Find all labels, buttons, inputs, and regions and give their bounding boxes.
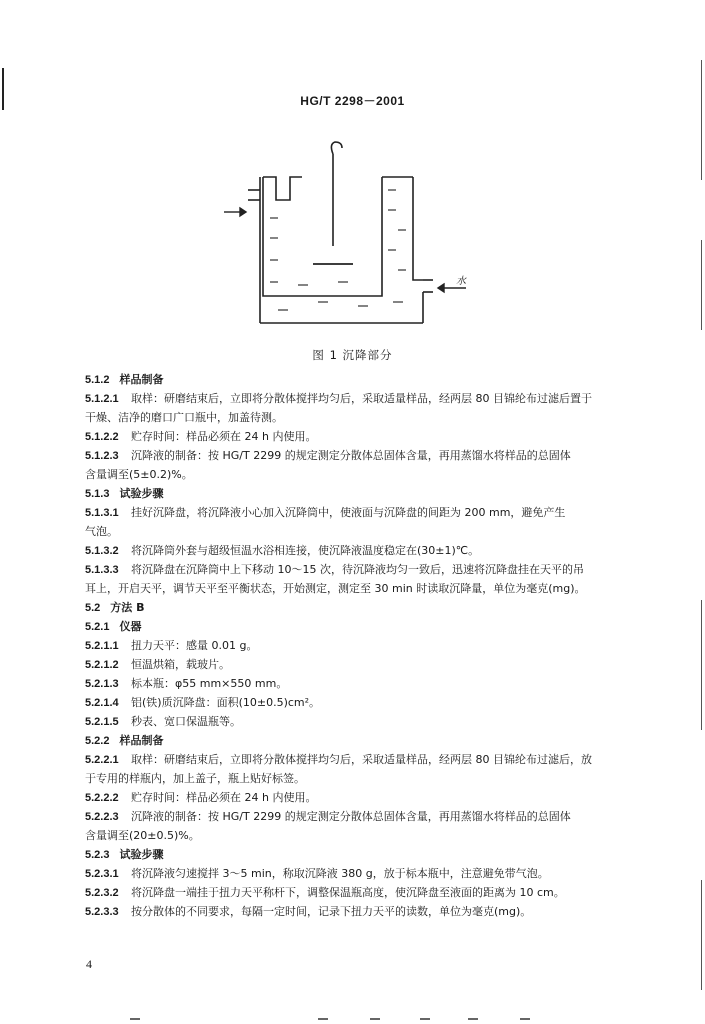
clause-text: 取样：研磨结束后，立即将分散体搅拌均匀后，采取适量样品，经两层 80 目锦纶布过滤后，放 [131,753,592,766]
clause-text: 含量调至(20±0.5)%。 [85,829,200,842]
paragraph-line [85,389,645,408]
inner-vessel [263,177,382,296]
heading-title: 样品制备 [119,373,164,386]
hook-rod [331,142,342,246]
scan-artifact [318,1018,328,1020]
clause-text: 恒温烘箱，载玻片。 [131,658,230,671]
clause-text: 挂好沉降盘，将沉降液小心加入沉降筒中，使液面与沉降盘的间距为 200 mm，避免产生 [131,506,566,519]
page-number: 4 [86,957,92,971]
section-heading [85,370,645,389]
clause-number: 5.1.3.3 [85,564,119,576]
clause-number: 5.1.2.2 [85,431,119,443]
clause-text: 扭力天平：感量 0.01 g。 [131,639,258,652]
figure-caption: 图 1 沉降部分 [312,348,393,362]
clause-text: 标本瓶：φ55 mm×550 mm。 [131,677,288,690]
clause-number: 5.2.2.1 [85,754,119,766]
heading-title: 试验步骤 [119,848,164,861]
liquid-level-marks [270,190,406,310]
clause-text: 贮存时间：样品必须在 24 h 内使用。 [131,430,317,443]
paragraph-line [85,560,645,579]
clause-text: 沉降液的制备：按 HG/T 2299 的规定测定分散体总固体含量，再用蒸馏水将样品的总固体 [131,810,571,823]
paragraph-line [85,446,645,465]
clause-text: 将沉降盘在沉降筒中上下移动 10～15 次，待沉降液均匀一致后，迅速将沉降盘挂在天平的吊 [131,563,584,576]
paragraph-line [85,522,645,541]
clause-number: 5.2 [85,602,101,614]
clause-text: 按分散体的不同要求，每隔一定时间，记录下扭力天平的读数，单位为毫克(mg)。 [131,905,532,918]
clause-number: 5.2.1.2 [85,659,119,671]
paragraph-line [85,807,645,826]
paragraph-line [85,503,645,522]
clause-number: 5.1.2.1 [85,393,119,405]
water-label: 水 [456,276,466,287]
clause-text: 贮存时间：样品必须在 24 h 内使用。 [131,791,317,804]
clause-text: 取样：研磨结束后，立即将分散体搅拌均匀后，采取适量样品，经两层 80 目锦纶布过滤后置于 [131,392,592,405]
clause-text: 将沉降盘一端挂于扭力天平称杆下，调整保温瓶高度，使沉降盘至液面的距离为 10 cm。 [131,886,565,899]
clause-text: 干燥、洁净的磨口广口瓶中，加盖待测。 [85,411,283,424]
paragraph-line [85,636,645,655]
clause-number: 5.2.1.4 [85,697,119,709]
clause-number: 5.1.3.2 [85,545,119,557]
clause-number: 5.2.1.3 [85,678,119,690]
paragraph-line [85,655,645,674]
section-heading [85,598,645,617]
clause-text: 将沉降筒外套与超级恒温水浴相连接，使沉降液温度稳定在(30±1)℃。 [131,544,480,557]
paragraph-line [85,674,645,693]
paragraph-line [85,579,645,598]
scan-artifact [468,1018,478,1020]
clause-text: 秒表、宽口保温瓶等。 [131,715,241,728]
paragraph-line [85,541,645,560]
clause-number: 5.1.2.3 [85,450,119,462]
paragraph-line [85,750,645,769]
section-heading [85,845,645,864]
page-header: HG/T 2298－2001 [300,94,405,108]
heading-title: 仪器 [119,620,142,633]
paragraph-line [85,712,645,731]
scan-edge-line [701,60,702,180]
clause-number: 5.2.2.3 [85,811,119,823]
outer-jacket-right [413,177,423,280]
paragraph-line [85,427,645,446]
clause-number: 5.2.1.5 [85,716,119,728]
clause-number: 5.2.3.2 [85,887,119,899]
clause-number: 5.1.3 [85,488,110,500]
clause-text: 将沉降液匀速搅拌 3～5 min，称取沉降液 380 g，放于标本瓶中，注意避免带气泡。 [131,867,549,880]
section-heading [85,617,645,636]
paragraph-line [85,408,645,427]
paragraph-line [85,883,645,902]
scan-artifact [520,1018,530,1020]
paragraph-line [85,788,645,807]
clause-number: 5.1.3.1 [85,507,119,519]
paragraph-line [85,693,645,712]
section-heading [85,731,645,750]
paragraph-line [85,826,645,845]
sedimentation-apparatus-figure [218,130,488,340]
scan-artifact [420,1018,430,1020]
clause-number: 5.1.2 [85,374,110,386]
clause-number: 5.2.3 [85,849,110,861]
clause-text: 含量调至(5±0.2)%。 [85,468,193,481]
clause-number: 5.2.3.3 [85,906,119,918]
scan-artifact [370,1018,380,1020]
paragraph-line [85,465,645,484]
clause-text: 铝(铁)质沉降盘：面积(10±0.5)cm²。 [131,696,321,709]
scan-edge-line [701,600,702,730]
heading-title: 试验步骤 [119,487,164,500]
scan-edge-line [701,240,702,330]
scan-edge-line [701,880,702,990]
sedimentation-diagram [218,130,488,340]
clause-text: 沉降液的制备：按 HG/T 2299 的规定测定分散体总固体含量，再用蒸馏水将样品的总固体 [131,449,571,462]
clause-text: 耳上，开启天平，调节天平至平衡状态，开始测定，测定至 30 min 时读取沉降量，单位为毫克(mg)。 [85,582,586,595]
clause-number: 5.2.1.1 [85,640,119,652]
clause-text: 于专用的样瓶内，加上盖子，瓶上贴好标签。 [85,772,305,785]
clause-text: 气泡。 [85,525,118,538]
heading-title: 方法 B [110,601,145,614]
clause-number: 5.2.3.1 [85,868,119,880]
scan-artifact [130,1018,140,1020]
document-body [85,370,645,921]
clause-number: 5.2.2 [85,735,110,747]
clause-number: 5.2.1 [85,621,110,633]
paragraph-line [85,864,645,883]
clause-number: 5.2.2.2 [85,792,119,804]
heading-title: 样品制备 [119,734,164,747]
section-heading [85,484,645,503]
paragraph-line [85,902,645,921]
paragraph-line [85,769,645,788]
